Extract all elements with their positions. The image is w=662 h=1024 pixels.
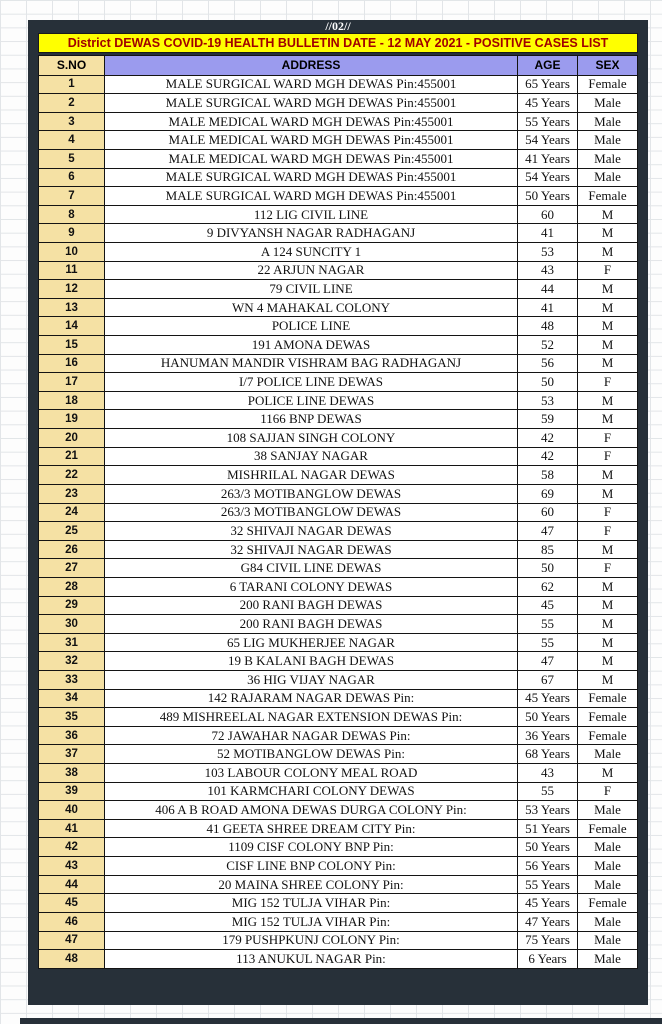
cell-sex: Female	[578, 75, 638, 94]
cell-serial-number: 19	[39, 410, 105, 429]
document-frame	[28, 20, 648, 1005]
cell-address: 200 RANI BAGH DEWAS	[105, 596, 518, 615]
table-row	[39, 317, 638, 336]
cell-sex: Male	[578, 931, 638, 950]
table-row	[39, 819, 638, 838]
cell-age: 50	[518, 559, 578, 578]
cell-serial-number: 14	[39, 317, 105, 336]
cell-sex: F	[578, 261, 638, 280]
cell-address: 103 LABOUR COLONY MEAL ROAD	[105, 764, 518, 783]
cell-sex: M	[578, 466, 638, 485]
cell-sex: M	[578, 391, 638, 410]
cell-sex: M	[578, 540, 638, 559]
cell-age: 55	[518, 615, 578, 634]
cell-address: 1166 BNP DEWAS	[105, 410, 518, 429]
table-row	[39, 242, 638, 261]
table-row	[39, 484, 638, 503]
cell-age: 55	[518, 633, 578, 652]
table-row	[39, 671, 638, 690]
table-row	[39, 726, 638, 745]
cell-age: 60	[518, 205, 578, 224]
cell-sex: F	[578, 429, 638, 448]
cell-address: 191 AMONA DEWAS	[105, 336, 518, 355]
table-row	[39, 187, 638, 206]
cell-age: 50 Years	[518, 708, 578, 727]
cell-sex: F	[578, 373, 638, 392]
table-row	[39, 522, 638, 541]
cell-serial-number: 24	[39, 503, 105, 522]
cell-sex: F	[578, 503, 638, 522]
cell-age: 47 Years	[518, 912, 578, 931]
cell-address: 32 SHIVAJI NAGAR DEWAS	[105, 540, 518, 559]
table-row	[39, 652, 638, 671]
cell-age: 50 Years	[518, 187, 578, 206]
cell-sex: M	[578, 633, 638, 652]
cell-serial-number: 40	[39, 801, 105, 820]
cell-address: POLICE LINE DEWAS	[105, 391, 518, 410]
cell-age: 44	[518, 280, 578, 299]
table-row	[39, 354, 638, 373]
table-row	[39, 149, 638, 168]
cell-address: A 124 SUNCITY 1	[105, 242, 518, 261]
cell-address: 19 B KALANI BAGH DEWAS	[105, 652, 518, 671]
cell-age: 67	[518, 671, 578, 690]
cell-sex: Male	[578, 875, 638, 894]
cell-age: 41 Years	[518, 149, 578, 168]
cell-serial-number: 33	[39, 671, 105, 690]
table-row	[39, 75, 638, 94]
cell-serial-number: 41	[39, 819, 105, 838]
table-row	[39, 931, 638, 950]
cell-age: 55 Years	[518, 112, 578, 131]
cell-serial-number: 28	[39, 577, 105, 596]
cell-address: 20 MAINA SHREE COLONY Pin:	[105, 875, 518, 894]
cell-serial-number: 26	[39, 540, 105, 559]
cell-sex: F	[578, 782, 638, 801]
cell-sex: Male	[578, 168, 638, 187]
cell-serial-number: 44	[39, 875, 105, 894]
bottom-dark-strip	[20, 1018, 662, 1024]
cell-address: 489 MISHREELAL NAGAR EXTENSION DEWAS Pin:	[105, 708, 518, 727]
cell-address: MISHRILAL NAGAR DEWAS	[105, 466, 518, 485]
page-number: //02//	[325, 19, 351, 33]
cell-sex: M	[578, 652, 638, 671]
table-row	[39, 298, 638, 317]
cell-sex: M	[578, 596, 638, 615]
cell-age: 59	[518, 410, 578, 429]
cell-address: 108 SAJJAN SINGH COLONY	[105, 429, 518, 448]
cell-serial-number: 46	[39, 912, 105, 931]
cell-age: 69	[518, 484, 578, 503]
cell-serial-number: 42	[39, 838, 105, 857]
table-row	[39, 261, 638, 280]
cell-serial-number: 45	[39, 894, 105, 913]
cell-age: 41	[518, 224, 578, 243]
table-row	[39, 857, 638, 876]
cell-address: G84 CIVIL LINE DEWAS	[105, 559, 518, 578]
cell-age: 45 Years	[518, 94, 578, 113]
table-header-row	[39, 56, 638, 76]
cell-address: 200 RANI BAGH DEWAS	[105, 615, 518, 634]
cell-address: MIG 152 TULJA VIHAR Pin:	[105, 912, 518, 931]
cell-address: 41 GEETA SHREE DREAM CITY Pin:	[105, 819, 518, 838]
cell-age: 50 Years	[518, 838, 578, 857]
cell-serial-number: 43	[39, 857, 105, 876]
table-row	[39, 950, 638, 969]
cell-age: 6 Years	[518, 950, 578, 969]
cell-serial-number: 13	[39, 298, 105, 317]
cases-table-body	[39, 75, 638, 968]
table-row	[39, 745, 638, 764]
table-row	[39, 205, 638, 224]
cell-sex: F	[578, 447, 638, 466]
cell-address: 32 SHIVAJI NAGAR DEWAS	[105, 522, 518, 541]
cell-age: 65 Years	[518, 75, 578, 94]
cell-address: POLICE LINE	[105, 317, 518, 336]
cell-age: 45	[518, 596, 578, 615]
cell-address: MALE MEDICAL WARD MGH DEWAS Pin:455001	[105, 112, 518, 131]
cell-age: 36 Years	[518, 726, 578, 745]
cell-address: 38 SANJAY NAGAR	[105, 447, 518, 466]
cell-serial-number: 15	[39, 336, 105, 355]
cell-serial-number: 8	[39, 205, 105, 224]
table-row	[39, 689, 638, 708]
cell-age: 50	[518, 373, 578, 392]
cell-serial-number: 48	[39, 950, 105, 969]
cell-address: 65 LIG MUKHERJEE NAGAR	[105, 633, 518, 652]
cell-serial-number: 2	[39, 94, 105, 113]
cell-serial-number: 31	[39, 633, 105, 652]
table-row	[39, 280, 638, 299]
cases-table	[38, 55, 638, 969]
cell-age: 45 Years	[518, 894, 578, 913]
table-row	[39, 894, 638, 913]
cell-sex: M	[578, 205, 638, 224]
cell-address: 101 KARMCHARI COLONY DEWAS	[105, 782, 518, 801]
cell-address: MALE MEDICAL WARD MGH DEWAS Pin:455001	[105, 149, 518, 168]
cell-sex: Male	[578, 131, 638, 150]
table-row	[39, 373, 638, 392]
cell-address: 406 A B ROAD AMONA DEWAS DURGA COLONY Pin:	[105, 801, 518, 820]
cell-address: MALE MEDICAL WARD MGH DEWAS Pin:455001	[105, 131, 518, 150]
cell-serial-number: 11	[39, 261, 105, 280]
cell-serial-number: 47	[39, 931, 105, 950]
table-row	[39, 540, 638, 559]
cell-sex: M	[578, 298, 638, 317]
cell-serial-number: 30	[39, 615, 105, 634]
cell-age: 47	[518, 652, 578, 671]
cell-age: 68 Years	[518, 745, 578, 764]
cell-serial-number: 32	[39, 652, 105, 671]
col-header-age: AGE	[518, 56, 578, 76]
cell-age: 62	[518, 577, 578, 596]
cell-sex: Male	[578, 149, 638, 168]
table-row	[39, 838, 638, 857]
cell-sex: Male	[578, 745, 638, 764]
cell-address: I/7 POLICE LINE DEWAS	[105, 373, 518, 392]
table-row	[39, 577, 638, 596]
cell-address: 263/3 MOTIBANGLOW DEWAS	[105, 484, 518, 503]
cell-sex: Male	[578, 912, 638, 931]
cell-address: WN 4 MAHAKAL COLONY	[105, 298, 518, 317]
cell-age: 54 Years	[518, 168, 578, 187]
table-row	[39, 782, 638, 801]
cell-sex: M	[578, 280, 638, 299]
cell-sex: M	[578, 317, 638, 336]
cell-sex: Female	[578, 819, 638, 838]
cell-serial-number: 16	[39, 354, 105, 373]
cell-age: 42	[518, 447, 578, 466]
cell-sex: Male	[578, 838, 638, 857]
cell-sex: M	[578, 577, 638, 596]
cell-sex: Female	[578, 726, 638, 745]
cell-age: 43	[518, 764, 578, 783]
cell-sex: M	[578, 410, 638, 429]
cell-address: 1109 CISF COLONY BNP Pin:	[105, 838, 518, 857]
cell-address: MALE SURGICAL WARD MGH DEWAS Pin:455001	[105, 94, 518, 113]
cell-age: 43	[518, 261, 578, 280]
cell-serial-number: 7	[39, 187, 105, 206]
table-row	[39, 801, 638, 820]
cell-address: 263/3 MOTIBANGLOW DEWAS	[105, 503, 518, 522]
cell-serial-number: 35	[39, 708, 105, 727]
cell-age: 42	[518, 429, 578, 448]
cell-age: 60	[518, 503, 578, 522]
cell-age: 75 Years	[518, 931, 578, 950]
table-row	[39, 615, 638, 634]
cell-sex: M	[578, 224, 638, 243]
cell-serial-number: 6	[39, 168, 105, 187]
cell-age: 45 Years	[518, 689, 578, 708]
table-row	[39, 112, 638, 131]
cell-address: MALE SURGICAL WARD MGH DEWAS Pin:455001	[105, 168, 518, 187]
cell-sex: M	[578, 336, 638, 355]
cell-serial-number: 34	[39, 689, 105, 708]
cell-serial-number: 36	[39, 726, 105, 745]
table-row	[39, 466, 638, 485]
cell-serial-number: 37	[39, 745, 105, 764]
cell-serial-number: 38	[39, 764, 105, 783]
cell-serial-number: 5	[39, 149, 105, 168]
cell-sex: Female	[578, 894, 638, 913]
cell-address: 113 ANUKUL NAGAR Pin:	[105, 950, 518, 969]
cell-age: 53	[518, 391, 578, 410]
table-row	[39, 410, 638, 429]
table-row	[39, 708, 638, 727]
table-row	[39, 447, 638, 466]
cell-address: MALE SURGICAL WARD MGH DEWAS Pin:455001	[105, 75, 518, 94]
cell-age: 58	[518, 466, 578, 485]
cell-sex: M	[578, 764, 638, 783]
cell-serial-number: 4	[39, 131, 105, 150]
table-row	[39, 429, 638, 448]
cell-sex: Female	[578, 708, 638, 727]
table-row	[39, 596, 638, 615]
cell-age: 54 Years	[518, 131, 578, 150]
table-row	[39, 764, 638, 783]
cell-age: 41	[518, 298, 578, 317]
table-row	[39, 503, 638, 522]
cell-age: 48	[518, 317, 578, 336]
cell-serial-number: 29	[39, 596, 105, 615]
cell-address: HANUMAN MANDIR VISHRAM BAG RADHAGANJ	[105, 354, 518, 373]
col-header-address: ADDRESS	[105, 56, 518, 76]
cell-age: 56	[518, 354, 578, 373]
table-row	[39, 391, 638, 410]
table-row	[39, 94, 638, 113]
cell-serial-number: 27	[39, 559, 105, 578]
cell-serial-number: 25	[39, 522, 105, 541]
cell-age: 55 Years	[518, 875, 578, 894]
cell-serial-number: 18	[39, 391, 105, 410]
cell-serial-number: 20	[39, 429, 105, 448]
cell-sex: Male	[578, 94, 638, 113]
cell-sex: M	[578, 484, 638, 503]
cell-sex: Male	[578, 857, 638, 876]
cell-address: CISF LINE BNP COLONY Pin:	[105, 857, 518, 876]
cell-address: 52 MOTIBANGLOW DEWAS Pin:	[105, 745, 518, 764]
cell-sex: Male	[578, 112, 638, 131]
cell-serial-number: 39	[39, 782, 105, 801]
table-row	[39, 912, 638, 931]
cell-sex: M	[578, 671, 638, 690]
table-row	[39, 168, 638, 187]
cell-age: 51 Years	[518, 819, 578, 838]
table-row	[39, 875, 638, 894]
table-row	[39, 224, 638, 243]
cell-sex: Male	[578, 801, 638, 820]
table-row	[39, 131, 638, 150]
col-header-sno: S.NO	[39, 56, 105, 76]
cell-age: 55	[518, 782, 578, 801]
cell-sex: Male	[578, 950, 638, 969]
cell-address: 36 HIG VIJAY NAGAR	[105, 671, 518, 690]
cell-address: 142 RAJARAM NAGAR DEWAS Pin:	[105, 689, 518, 708]
cell-sex: M	[578, 615, 638, 634]
cell-address: 9 DIVYANSH NAGAR RADHAGANJ	[105, 224, 518, 243]
cell-sex: M	[578, 242, 638, 261]
cell-serial-number: 22	[39, 466, 105, 485]
table-row	[39, 633, 638, 652]
cell-age: 47	[518, 522, 578, 541]
cell-address: 112 LIG CIVIL LINE	[105, 205, 518, 224]
cell-serial-number: 3	[39, 112, 105, 131]
cell-age: 53 Years	[518, 801, 578, 820]
cell-serial-number: 12	[39, 280, 105, 299]
cell-sex: Female	[578, 689, 638, 708]
cell-serial-number: 1	[39, 75, 105, 94]
cell-address: 22 ARJUN NAGAR	[105, 261, 518, 280]
cell-serial-number: 23	[39, 484, 105, 503]
bulletin-title: District DEWAS COVID-19 HEALTH BULLETIN DATE - 12 MAY 2021 - POSITIVE CASES LIST	[38, 33, 638, 53]
cell-address: 179 PUSHPKUNJ COLONY Pin:	[105, 931, 518, 950]
cell-address: 6 TARANI COLONY DEWAS	[105, 577, 518, 596]
cell-sex: Female	[578, 187, 638, 206]
cell-serial-number: 10	[39, 242, 105, 261]
cell-sex: F	[578, 559, 638, 578]
col-header-sex: SEX	[578, 56, 638, 76]
cell-serial-number: 21	[39, 447, 105, 466]
cell-serial-number: 9	[39, 224, 105, 243]
cell-address: MIG 152 TULJA VIHAR Pin:	[105, 894, 518, 913]
cell-address: 72 JAWAHAR NAGAR DEWAS Pin:	[105, 726, 518, 745]
table-row	[39, 336, 638, 355]
cell-age: 53	[518, 242, 578, 261]
cell-age: 52	[518, 336, 578, 355]
table-row	[39, 559, 638, 578]
cell-sex: M	[578, 354, 638, 373]
cell-address: MALE SURGICAL WARD MGH DEWAS Pin:455001	[105, 187, 518, 206]
cell-age: 56 Years	[518, 857, 578, 876]
cell-serial-number: 17	[39, 373, 105, 392]
cell-address: 79 CIVIL LINE	[105, 280, 518, 299]
cell-age: 85	[518, 540, 578, 559]
cell-sex: F	[578, 522, 638, 541]
